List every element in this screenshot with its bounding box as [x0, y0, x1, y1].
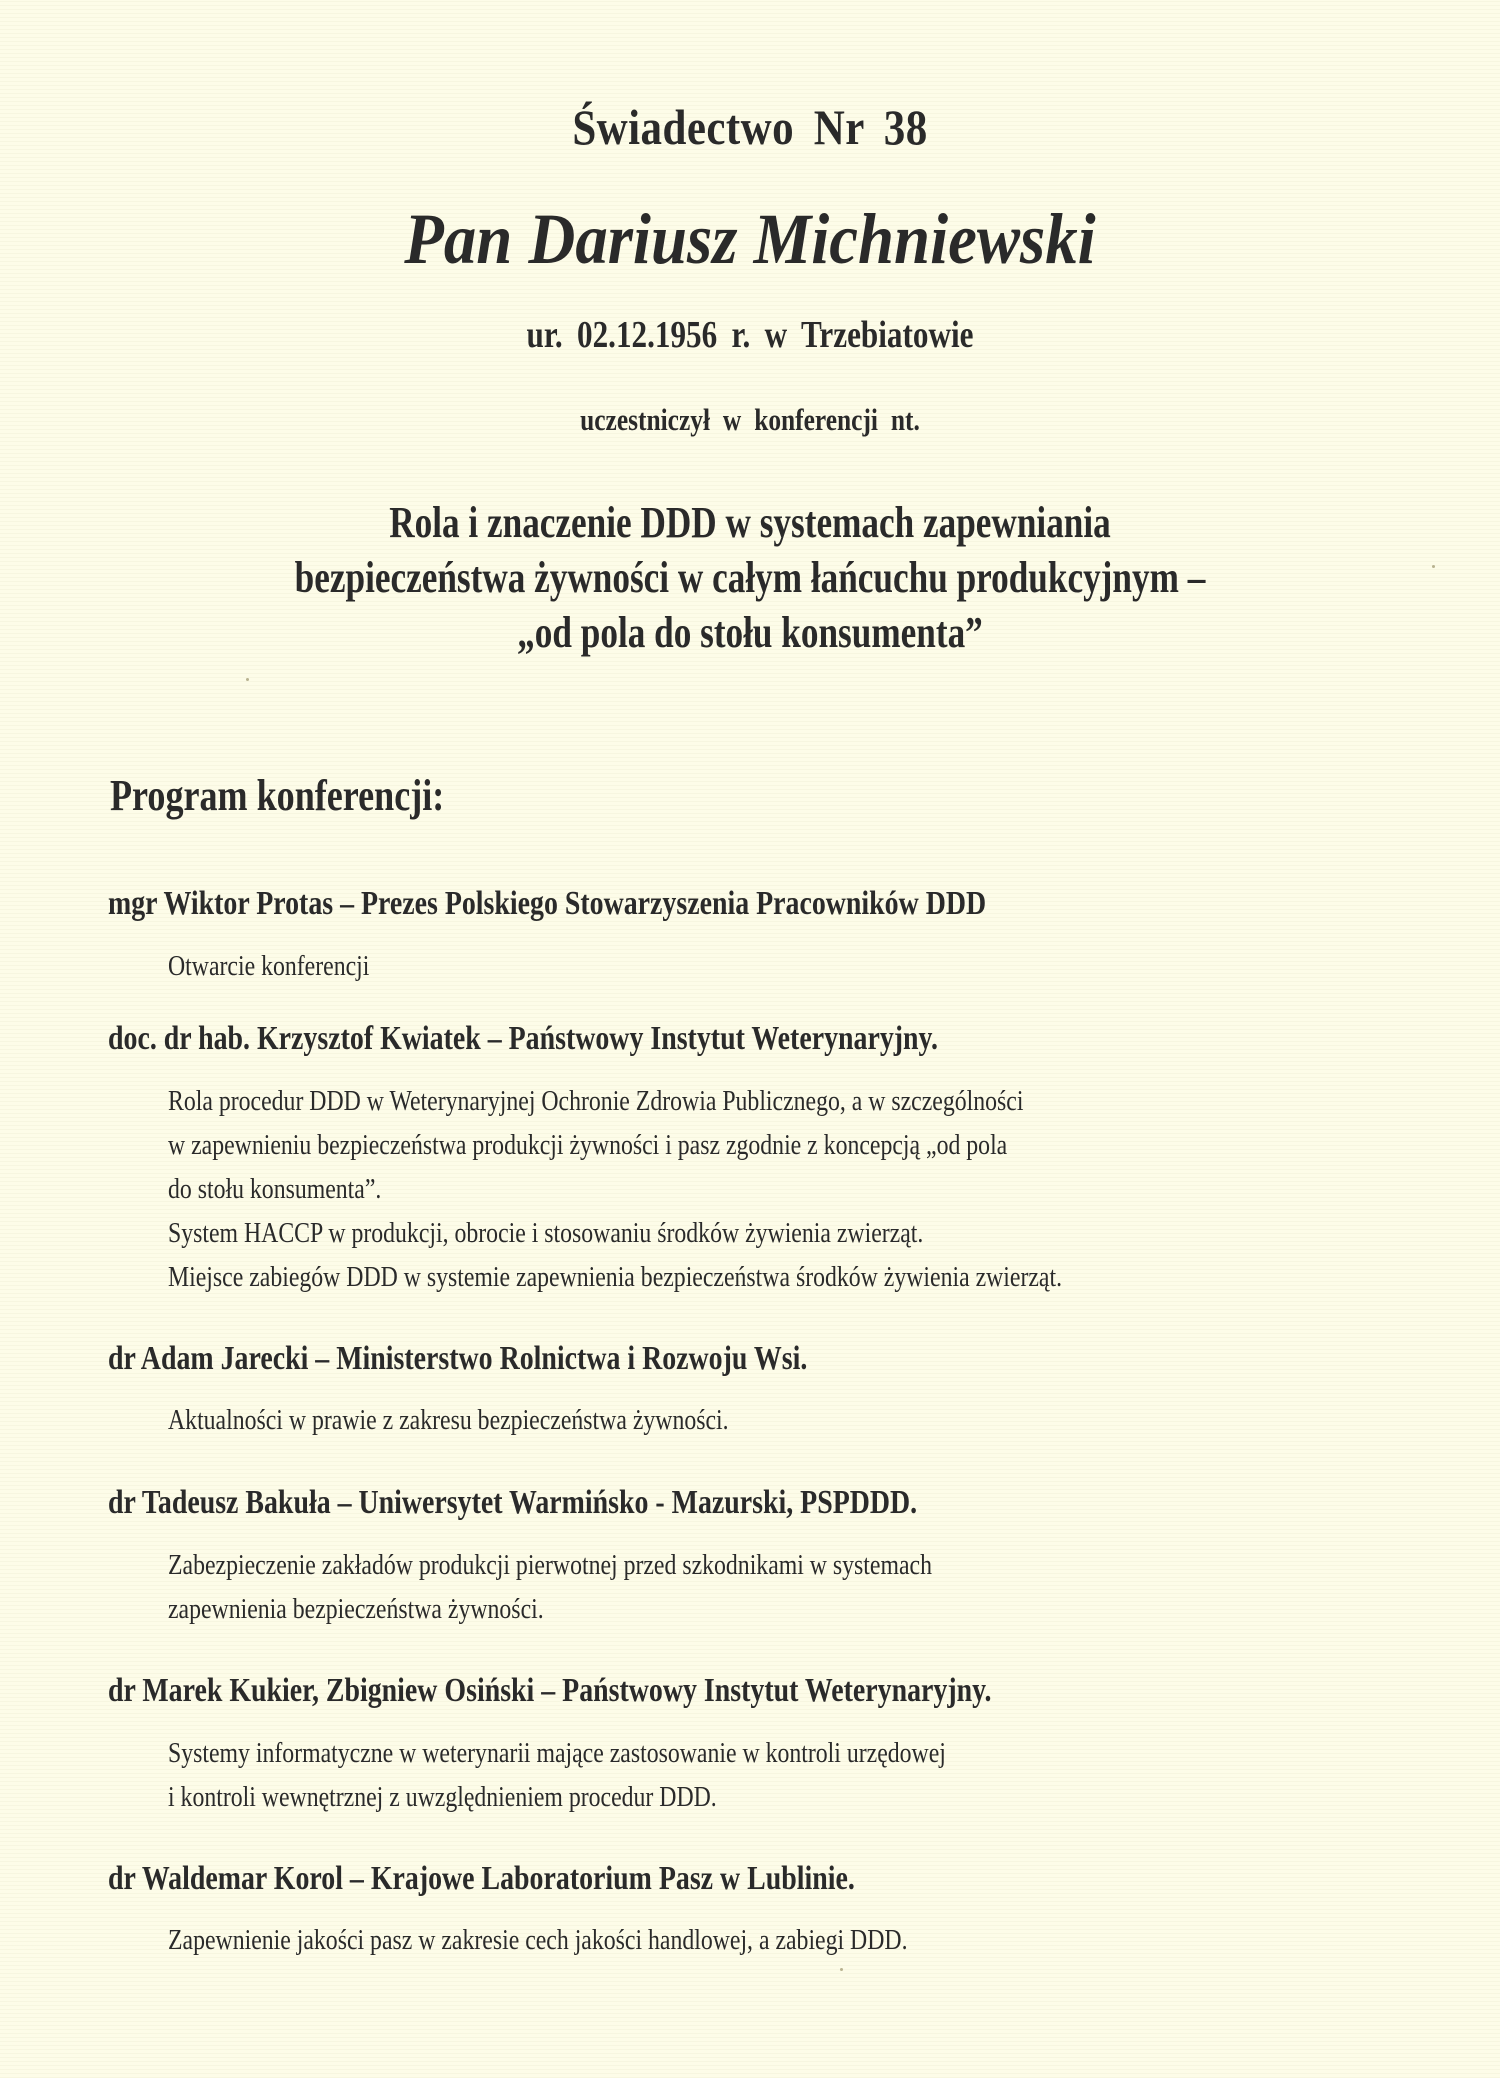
certificate-number: Świadectwo Nr 38: [572, 99, 928, 155]
topic-line: Zabezpieczenie zakładów produkcji pierwotnej przed szkodnikami w systemach: [168, 1549, 932, 1581]
conference-title-line: bezpieczeństwa żywności w całym łańcuchu produkcyjnym –: [294, 553, 1206, 602]
scan-speck: [246, 678, 249, 681]
program-speaker: mgr Wiktor Protas – Prezes Polskiego Stowarzyszenia Pracowników DDD: [108, 885, 987, 922]
scan-speck: [1432, 565, 1435, 568]
program-heading: Program konferencji:: [110, 771, 445, 820]
program-speaker: dr Marek Kukier, Zbigniew Osiński – Państwowy Instytut Weterynaryjny.: [108, 1672, 992, 1709]
participation-statement: uczestniczył w konferencji nt.: [580, 402, 920, 437]
topic-line: Otwarcie konferencji: [168, 950, 370, 982]
program-topic: [168, 1398, 729, 1442]
topic-line: Rola procedur DDD w Weterynaryjnej Ochronie Zdrowia Publicznego, a w szczególności: [168, 1085, 1024, 1117]
birth-details: ur. 02.12.1956 r. w Trzebiatowie: [526, 314, 974, 356]
topic-line: w zapewnieniu bezpieczeństwa produkcji żywności i pasz zgodnie z koncepcją „od pola: [168, 1129, 1008, 1161]
topic-line: System HACCP w produkcji, obrocie i stosowaniu środków żywienia zwierząt.: [168, 1217, 924, 1249]
program-speaker: dr Adam Jarecki – Ministerstwo Rolnictwa i Rozwoju Wsi.: [108, 1340, 808, 1377]
scan-speck: [840, 1968, 843, 1971]
topic-line: i kontroli wewnętrznej z uwzględnieniem procedur DDD.: [168, 1781, 717, 1813]
program-speaker: doc. dr hab. Krzysztof Kwiatek – Państwowy Instytut Weterynaryjny.: [108, 1020, 938, 1057]
topic-line: Aktualności w prawie z zakresu bezpieczeństwa żywności.: [168, 1404, 729, 1436]
conference-title-line: Rola i znaczenie DDD w systemach zapewniania: [389, 498, 1111, 547]
program-topic: [168, 1731, 946, 1819]
topic-line: zapewnienia bezpieczeństwa żywności.: [168, 1593, 544, 1625]
program-topic: [168, 1079, 1062, 1299]
program-speaker: dr Tadeusz Bakuła – Uniwersytet Warmińsko - Mazurski, PSPDDD.: [108, 1484, 918, 1521]
topic-line: Zapewnienie jakości pasz w zakresie cech jakości handlowej, a zabiegi DDD.: [168, 1924, 908, 1956]
holder-name: Pan Dariusz Michniewski: [404, 199, 1096, 279]
topic-line: Systemy informatyczne w weterynarii mające zastosowanie w kontroli urzędowej: [168, 1737, 946, 1769]
topic-line: Miejsce zabiegów DDD w systemie zapewnienia bezpieczeństwa środków żywienia zwierząt.: [168, 1261, 1063, 1293]
program-topic: [168, 1918, 908, 1962]
program-topic: [168, 944, 369, 988]
conference-title-line: „od pola do stołu konsumenta”: [517, 608, 983, 657]
program-speaker: dr Waldemar Korol – Krajowe Laboratorium Pasz w Lublinie.: [108, 1860, 855, 1897]
program-topic: [168, 1543, 932, 1631]
topic-line: do stołu konsumenta”.: [168, 1173, 382, 1205]
conference-title: [150, 495, 1350, 660]
